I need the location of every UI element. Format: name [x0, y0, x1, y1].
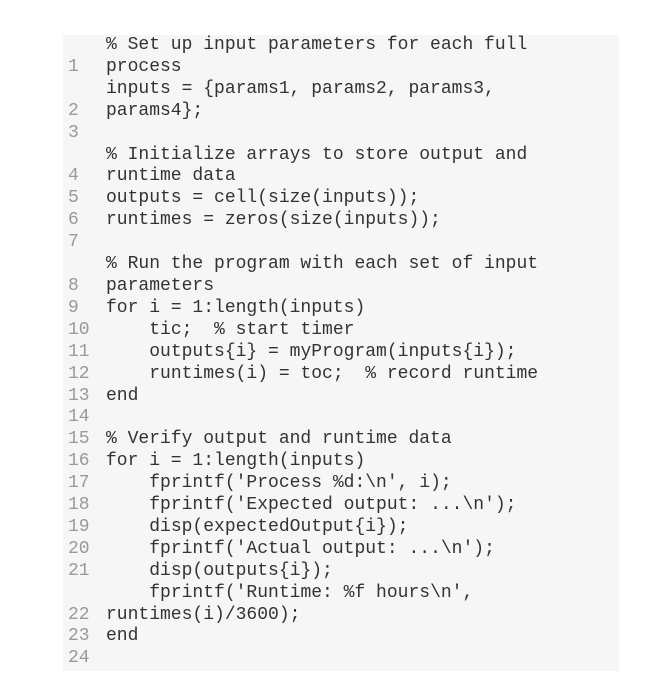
line-number: 14	[68, 407, 90, 428]
code-line: 8 % Run the program with each set of input parameters	[68, 254, 539, 296]
code-line: 23 end	[68, 626, 139, 647]
code-line: 10 tic; % start timer	[68, 319, 355, 340]
line-number: 9	[68, 297, 79, 318]
code-line: 2 inputs = {params1, params2, params3, params4};	[68, 78, 495, 121]
code-line	[63, 232, 619, 254]
line-text-part: process	[106, 56, 182, 77]
line-number: 23	[68, 626, 90, 647]
code-line	[63, 35, 619, 79]
code-line: 16 for i = 1:length(inputs)	[68, 451, 366, 472]
code-line: 17 fprintf('Process %d:\n', i);	[68, 473, 452, 494]
code-line	[63, 648, 619, 670]
line-number: 6	[68, 210, 79, 231]
code-line: 11 outputs{i} = myProgram(inputs{i});	[68, 341, 517, 362]
code-line: 19 disp(expectedOutput{i});	[68, 516, 409, 537]
line-number: 11	[68, 341, 90, 362]
line-number: 13	[68, 385, 90, 406]
line-number: 5	[68, 188, 79, 209]
code-line: 6 runtimes = zeros(size(inputs));	[68, 210, 441, 231]
line-number: 16	[68, 451, 90, 472]
line-number: 17	[68, 473, 90, 494]
code-editor[interactable]	[63, 35, 619, 670]
line-number: 21	[68, 560, 90, 581]
code-line: 12 runtimes(i) = toc; % record runtime	[68, 363, 539, 384]
code-line: 5 outputs = cell(size(inputs));	[68, 188, 420, 209]
line-number: 7	[68, 232, 79, 253]
line-number: 20	[68, 538, 90, 559]
line-number: 3	[68, 122, 79, 143]
line-number: 15	[68, 429, 90, 450]
line-number: 4	[68, 166, 79, 187]
code-line: 20 fprintf('Actual output: ...\n');	[68, 538, 495, 559]
line-number: 18	[68, 495, 90, 516]
line-number: 8	[68, 275, 79, 296]
line-text-part: % Set up input parameters for each full	[106, 35, 528, 55]
line-number: 24	[68, 648, 90, 669]
line-number: 2	[68, 100, 79, 121]
code-line	[63, 407, 619, 429]
code-line	[63, 123, 619, 145]
line-number: 19	[68, 516, 90, 537]
code-line: 18 fprintf('Expected output: ...\n');	[68, 495, 517, 516]
code-line: 21 disp(outputs{i});	[68, 560, 333, 581]
code-line: 4 % Initialize arrays to store output and runtime data	[68, 144, 528, 187]
line-number: 1	[68, 56, 79, 77]
code-line: 13 end	[68, 385, 139, 406]
code-line: 9 for i = 1:length(inputs)	[68, 297, 366, 318]
code-line: 15 % Verify output and runtime data	[68, 429, 452, 450]
line-number: 12	[68, 363, 90, 384]
line-number: 22	[68, 604, 90, 625]
line-number: 10	[68, 319, 90, 340]
code-line: 22 fprintf('Runtime: %f hours\n', runtimes(i)/3600);	[68, 582, 474, 625]
